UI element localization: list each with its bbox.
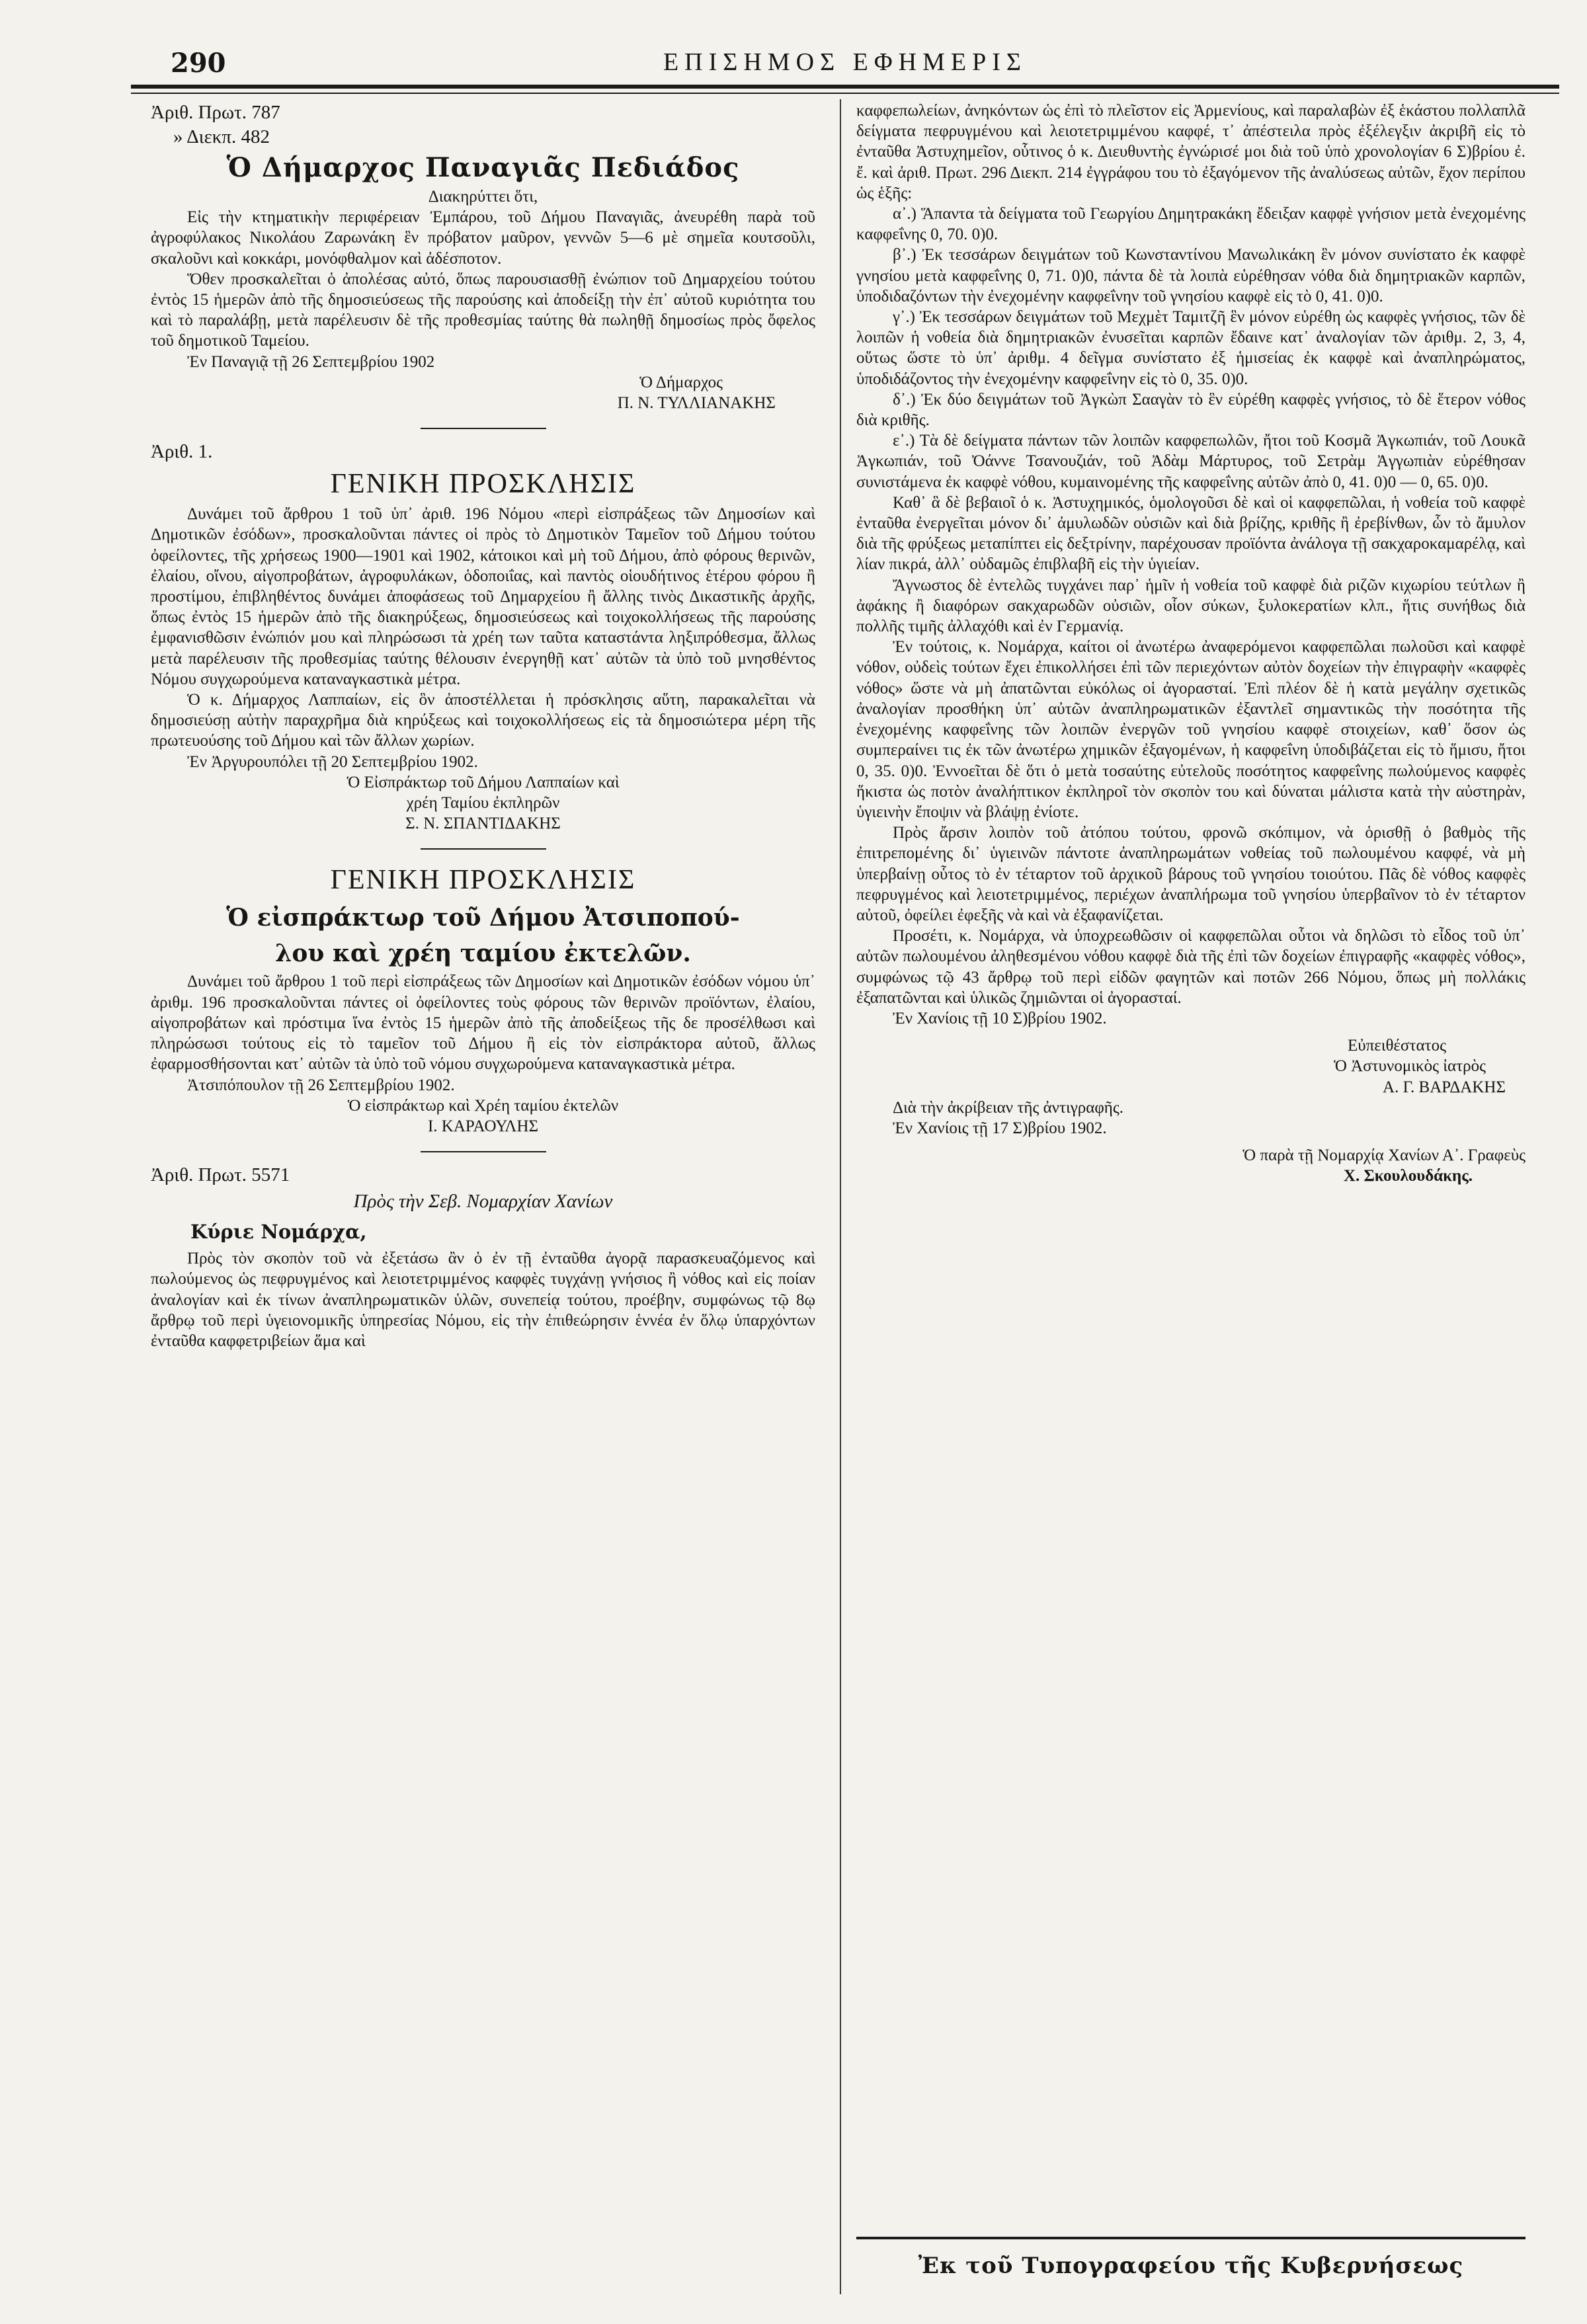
- letter-paragraph: Πρὸς ἄρσιν λοιπὸν τοῦ ἀτόπου τούτου, φρονῶ σκόπιμον, νὰ ὁρισθῇ ὁ βαθμὸς τῆς ἐπιτρεπομένης δι᾽ ὑγιεινῶν πάντοτε ἀναπληρωμάτων νοθείας τοῦ πωλουμένου καφφέ, νὰ μὴ ὑπερβαίνῃ οὗτος τὸ ἐν τέταρτον τοῦ ἀρχικοῦ βάρους τοῦ γνησίου τοιούτου. Πᾶς δὲ νόθος καφφὲς πεφρυγμένος καὶ λειοτετριμμένος, περιέχων ἀναπλήρωμα τοῦ γνησίου ὑπερβαῖνον τὸ ἐν τέταρτον αὐτοῦ, ὀφείλει ἐφεξῆς νὰ καὶ νὰ ἐξαφανίζεται.: [856, 824, 1526, 924]
- letter-paragraph: Προσέτι, κ. Νομάρχα, νὰ ὑποχρεωθῶσιν οἱ καφφεπῶλαι οὗτοι νὰ δηλῶσι τὸ εἶδος τοῦ ὑπ᾽ αὐτῶν πωλουμένου ἀληθεσμένου νόθου καφφὲ διὰ τῆς ἐπὶ τῶν δοχείων ἐπιγραφῆς «καφφὲς νόθος», συμφώνως τῷ 43 ἄρθρῳ τοῦ περὶ εἰδῶν φαγητῶν καὶ ποτῶν 266 Νόμου, ὅπως μὴ πολλάκις ἐξαπατῶνται καὶ ὑλικῶς ζημιῶνται οἱ ἀγορασταί.: [856, 927, 1526, 1007]
- footer-rule: [856, 2237, 1526, 2239]
- page-number: 290: [171, 48, 226, 79]
- notice-date: Ἐν Παναγιᾷ τῇ 26 Σεπτεμβρίου 1902: [187, 352, 435, 371]
- declares-line: Διακηρύττει ὅτι,: [428, 188, 538, 206]
- notice-paragraph: Δυνάμει τοῦ ἄρθρου 1 τοῦ ὑπ᾽ ἀριθ. 196 Νόμου «περὶ εἰσπράξεως τῶν Δημοσίων καὶ Δημοτικῶν ἐσόδων», προσκαλοῦνται πάντες οἱ πρὸς τὸ Δημοτικὸν Ταμεῖον τοῦ Δήμου τούτου ὀφείλοντες, τῆς χρήσεως 1900—1901 καὶ 1902, κάτοικοι καὶ μὴ τοῦ Δήμου, ἀπὸ φόρους θερινῶν, ἐλαίου, οἴνου, αἰγοπροβάτων, ἀγροφυλάκων, ὁδοποιΐας, καὶ παντὸς οἱουδήτινος ἑτέρου φόρου ἢ προστίμου, ἐπιβληθέντος δυνάμει ἀποφάσεως τοῦ Δημαρχείου ἢ ἄλλης τινὸς Δικαστικῆς ἀρχῆς, ὅπως ἐντὸς 15 ἡμερῶν ἀπὸ τῆς διακηρύξεως, δημοσιεύσεως καὶ τοιχοκολλήσεως τῆς παρούσης ἐμφανισθῶσιν ἐνώπιόν μου καὶ πληρώσωσι τὰ χρέη των ταῦτα καταστάντα ληξιπρόθεσμα, ἄλλως μετὰ παρέλευσιν τῆς προθεσμίας ταύτης θέλουσιν ἐνεργηθῇ κατ᾽ αὐτῶν τὰ ὑπὸ τοῦ μνησθέντος Νόμου συγχωρούμενα καταναγκαστικὰ μέτρα.: [151, 505, 815, 688]
- signature-role: χρέη Ταμίου ἐκπληρῶν: [406, 794, 560, 813]
- signature-name: Ι. ΚΑΡΑΟΥΛΗΣ: [427, 1117, 539, 1135]
- certification-date: Ἐν Χανίοις τῇ 17 Σ)βρίου 1902.: [893, 1119, 1107, 1137]
- right-column: [856, 100, 1526, 1187]
- signature-role: Ὁ Δήμαρχος: [639, 373, 723, 391]
- page-header: [131, 48, 1559, 87]
- protocol-number: Ἀριθ. Πρωτ. 5571: [151, 1164, 290, 1186]
- notice-paragraph: Ὅθεν προσκαλεῖται ὁ ἀπολέσας αὐτό, ὅπως παρουσιασθῇ ἐνώπιον τοῦ Δημαρχείου τούτου ἐντὸς 15 ἡμερῶν ἀπὸ τῆς δημοσιεύσεως τῆς παρούσης καὶ ἀποδείξῃ τὴν ἐπ᾽ αὐτοῦ κυριότητα του καὶ τὸ παραλάβῃ, μετὰ παρέλευσιν δὲ τῆς προθεσμίας ταύτης θὰ πωληθῇ δημοσίως πρὸς ὄφελος τοῦ δημοτικοῦ Ταμείου.: [151, 270, 815, 350]
- finding-item: γ᾽.) Ἐκ τεσσάρων δειγμάτων τοῦ Μεχμὲτ Ταμιτζῆ ἓν μόνον εὑρέθη ὡς καφφὲς γνήσιος, τῶν δὲ λοιπῶν ἡ νοθεία διὰ δημητριακῶν ἐνυσεῖται καρπῶν ἔδαινε κατ᾽ ἀναλογίαν τῶν ἀριθμ. 2, 3, 4, οὕτως ὥστε τὸ ὑπ᾽ ἀριθμ. 4 δεῖγμα συνίστατο ἐξ ἡμισείας ἐκ καφφὲ καὶ ἀναπληρώματος, ὑποδιδάζοντος τὴν ἐνεχομένην καφφεΐνην εἰς τὸ 0, 35. 0)0.: [856, 308, 1526, 388]
- signature-role: Ὁ Εἰσπράκτωρ τοῦ Δήμου Λαππαίων καὶ: [346, 773, 620, 791]
- section-divider: [421, 428, 546, 429]
- left-column: [151, 100, 815, 1351]
- dispatch-number: » Διεκπ. 482: [173, 126, 270, 147]
- letter-date: Ἐν Χανίοις τῇ 10 Σ)βρίου 1902.: [893, 1009, 1107, 1027]
- signature-role: Ὁ Ἀστυνομικὸς ἰατρὸς: [1334, 1057, 1486, 1076]
- printer-imprint: Ἐκ τοῦ Τυπογραφείου τῆς Κυβερνήσεως: [918, 2253, 1464, 2279]
- column-divider: [840, 99, 841, 2294]
- letter-paragraph: Καθ᾽ ἃ δὲ βεβαιοῖ ὁ κ. Ἀστυχημικός, ὁμολογοῦσι δὲ καὶ οἱ καφφεπῶλαι, ἡ νοθεία τοῦ καφφὲ ἐνταῦθα ἐνεργεῖται μόνον δι᾽ ἀμυλωδῶν οὐσιῶν καὶ διὰ βρίζης, κριθῆς ἢ ἐρεβίνθων, ὧν τὸ ἄμυλον διὰ τῆς φρύξεως μεταπίπτει εἰς δεξτρίνην, παρέχουσαν προϊόντα ἀνάλογα τῇ σακχαροκαμαρέλᾳ, καὶ λίαν πικρά, ἀλλ᾽ οὐδαμῶς ἐπιβλαβῆ εἰς τὴν ὑγιείαν.: [856, 493, 1526, 574]
- certification-line: Διὰ τὴν ἀκρίβειαν τῆς ἀντιγραφῆς.: [893, 1098, 1124, 1117]
- addressee: Πρὸς τὴν Σεβ. Νομαρχίαν Χανίων: [353, 1191, 613, 1213]
- notice-date: Ἐν Ἀργυρουπόλει τῇ 20 Σεπτεμβρίου 1902.: [187, 752, 478, 771]
- notice-title: Ὁ εἰσπράκτωρ τοῦ Δήμου Ἀτσιποπού-: [226, 904, 740, 932]
- finding-item: β᾽.) Ἐκ τεσσάρων δειγμάτων τοῦ Κωνσταντίνου Μανωλικάκη ἓν μόνον συνίστατο ἐκ καφφὲ γνησίου μετὰ καφφεΐνης 0, 71. 0)0, πάντα δὲ τὰ λοιπὰ εὑρέθησαν νόθα διὰ δημητριακῶν καρπῶν, ὑποδιδαζόντων τὴν ἐνεχομένην καφφεΐνην τοῦ γνησίου καφφὲ εἰς τὸ 0, 41. 0)0.: [856, 246, 1526, 305]
- notice-date: Ἀτσιπόπουλον τῇ 26 Σεπτεμβρίου 1902.: [187, 1076, 455, 1094]
- section-divider: [421, 848, 546, 850]
- signature-name: Σ. Ν. ΣΠΑΝΤΙΔΑΚΗΣ: [405, 815, 561, 833]
- signature-role: Ὁ εἰσπράκτωρ καὶ Χρέη ταμίου ἐκτελῶν: [347, 1096, 619, 1115]
- notice-paragraph: Δυνάμει τοῦ ἄρθρου 1 τοῦ περὶ εἰσπράξεως τῶν Δημοσίων καὶ Δημοτικῶν ἐσόδων νόμου ὑπ᾽ ἀριθμ. 196 προσκαλοῦνται πάντες οἱ ὀφείλοντες τοὺς φόρους τῶν θερινῶν προϊόντων, ἐλαίου, αἰγοπροβάτων καὶ πρόστιμα ἵνα ἐντὸς 15 ἡμερῶν ἀπὸ τῆς ἀποδείξεως τῆς δε προσέλθωσι καὶ πληρώσωσι τούτους εἰς τὸ ταμεῖον τοῦ Δήμου ἢ εἰς τὸν εἰσπράκτορα αὐτοῦ, ἄλλως ἐφαρμοσθήσονται κατ᾽ αὐτῶν τὰ ὑπὸ τοῦ νόμου συγχωρούμενα καταναγκαστικὰ μέτρα.: [151, 973, 815, 1074]
- finding-item: δ᾽.) Ἐκ δύο δειγμάτων τοῦ Ἀγκὼπ Σααγὰν τὸ ἓν εὑρέθη καφφὲς γνήσιος, τὸ δὲ ἕτερον νόθος διὰ κριθῆς.: [856, 390, 1526, 430]
- notice-paragraph: Εἰς τὴν κτηματικὴν περιφέρειαν Ἐμπάρου, τοῦ Δήμου Παναγιᾶς, ἀνευρέθη παρὰ τοῦ ἀγροφύλακος Νικολάου Ζαρωνάκη ἓν πρόβατον μαῦρον, γεννῶν 5—6 μὲ σημεῖα κουτσοῦλι, σκαλοῦνι καὶ κοκκάρι, μονόφθαλμον καὶ ἀδέσποτον.: [151, 208, 815, 268]
- notice-title: λου καὶ χρέη ταμίου ἐκτελῶν.: [275, 940, 691, 968]
- clerk-role: Ὁ παρὰ τῇ Νομαρχίᾳ Χανίων Α᾽. Γραφεὺς: [1242, 1146, 1526, 1165]
- header-rule-thin: [131, 93, 1559, 94]
- reference-number: Ἀριθ. 1.: [151, 441, 213, 463]
- section-divider: [421, 1151, 546, 1152]
- notice-title: Ὁ Δήμαρχος Παναγιᾶς Πεδιάδος: [226, 152, 740, 183]
- finding-item: ε᾽.) Τὰ δὲ δείγματα πάντων τῶν λοιπῶν καφφεπωλῶν, ἤτοι τοῦ Κοσμᾶ Ἀγκωπιάν, τοῦ Λουκᾶ Ἀγκωπιάν, τοῦ Ὀάννε Τσανουζιάν, τοῦ Ἀδὰμ Μάρτυρος, τοῦ Σετρὰμ Ἀγγωπιὰν εὑρέθησαν συνιστάμενα ἐκ καφφὲ νόθου, κυμαινομένης τῆς καφφεΐνης αὐτῶν ἀπὸ 0, 41. 0)0 — 0, 65. 0)0.: [856, 432, 1526, 491]
- journal-title: ΕΠΙΣΗΜΟΣ ΕΦΗΜΕΡΙΣ: [663, 48, 1028, 76]
- header-rule: [131, 85, 1559, 89]
- letter-paragraph: Πρὸς τὸν σκοπὸν τοῦ νὰ ἐξετάσω ἂν ὁ ἐν τῇ ἐνταῦθα ἀγορᾷ παρασκευαζόμενος καὶ πωλούμενος ὡς πεφρυγμένος καὶ λειοτετριμμένος καφφὲς τυγχάνῃ γνήσιος ἢ νόθος καὶ εἰς ποίαν ἀναλογίαν καὶ ἐκ τίνων ἀναπληρωματικῶν ὑλῶν, συνεπείᾳ τούτου, προέβην, συμφώνως τῷ 8ῳ ἄρθρῳ τοῦ περὶ ὑγειονομικῆς ὑπηρεσίας Νόμου, εἰς τὴν ἐπιθεώρησιν ἑννέα ἐν ὅλῳ ὑπαρχόντων ἐνταῦθα καφφετριβείων ἅμα καὶ: [151, 1250, 815, 1350]
- letter-paragraph: Ἐν τούτοις, κ. Νομάρχα, καίτοι οἱ ἀνωτέρω ἀναφερόμενοι καφφεπῶλαι πωλοῦσι καὶ καφφὲ νόθον, οὐδεὶς τούτων ἔχει ἐπικολλήσει ἐπὶ τῶν περιεχόντων αὐτὸν δοχείων τὴν ἐπιγραφὴν «καφφὲς νόθος» ὥστε νὰ μὴ ἀπατῶνται εὐκόλως οἱ ἀγορασταί. Ἐπὶ πλέον δὲ ἡ κατὰ μεγάλην σχετικῶς ἀναλογίαν προσθήκη ὑπ᾽ αὐτῶν ἀναπληρωματικῶν ἐξαντλεῖ σημαντικῶς τὴν ποσότητα τῆς ἐνεχομένης καφφεΐνης τῶν λοιπῶν ἐνεργῶν τοῦ γνησίου καφφὲ στοιχείων, καθ᾽ ὅσον ὡς συμπεραίνει τις ἐκ τῶν ἀνωτέρω χημικῶν ἐξαγομένων, ἡ καφφεΐνη ὑποδιβάζεται εἰς τὸ ἥμισυ, ἤτοι 0, 35. 0)0. Ἐννοεῖται δὲ ὅτι ὁ μετὰ τοσαύτης εὐτελοῦς ποσότητος καφφεΐνης πωλούμενος καφφὲς ἥκιστα ὡς ποτὸν ἀναλήπτικον ἐκπληροῖ τὸν σκοπὸν του καὶ δύναται μάλιστα κατὰ τὴν αὐστηρὰν, ὑγιεινὴν ἔποψιν νὰ βλάψῃ ἐνίοτε.: [856, 638, 1526, 821]
- salutation: Κύριε Νομάρχα,: [190, 1221, 367, 1244]
- notice-paragraph: Ὁ κ. Δήμαρχος Λαππαίων, εἰς ὃν ἀποστέλλεται ἡ πρόσκλησις αὕτη, παρακαλεῖται νὰ δημοσιεύσῃ αὐτὴν παραχρῆμα διὰ κηρύξεως καὶ τοιχοκολλήσεως εἰς τὰ δημοσιώτερα μέρη τῆς πρωτευούσης τοῦ Δήμου καὶ τῶν ἄλλων χωρίων.: [151, 691, 815, 750]
- closing: Εὐπειθέστατος: [1347, 1037, 1446, 1055]
- signature-name: Α. Γ. ΒΑΡΔΑΚΗΣ: [1383, 1078, 1506, 1096]
- letter-paragraph: Ἄγνωστος δὲ ἐντελῶς τυγχάνει παρ᾽ ἡμῖν ἡ νοθεία τοῦ καφφὲ διὰ ριζῶν κιχωρίου τεύτλων ἢ ἀφάκης ἢ διαφόρων σακχαρωδῶν οὐσιῶν, οἷον σύκων, ξυλοκερατίων κλπ., ἥτις συνήθως διὰ πολλῆς τιμῆς ἀλλαχόθι καὶ ἐν Γερμανίᾳ.: [856, 576, 1526, 636]
- signature-name: Π. Ν. ΤΥΛΛΙΑΝΑΚΗΣ: [617, 394, 776, 413]
- finding-item: α᾽.) Ἅπαντα τὰ δείγματα τοῦ Γεωργίου Δημητρακάκη ἔδειξαν καφφὲ γνήσιον μετὰ ἐνεχομένης καφφεΐνης 0, 70. 0)0.: [856, 205, 1526, 244]
- section-heading: ΓΕΝΙΚΗ ΠΡΟΣΚΛΗΣΙΣ: [330, 865, 636, 896]
- letter-paragraph: καφφεπωλείων, ἀνηκόντων ὡς ἐπὶ τὸ πλεῖστον εἰς Ἀρμενίους, καὶ παραλαβὼν ἐξ ἑκάστου πολλαπλᾶ δείγματα πεφρυγμένου καὶ λειοτετριμμένου καφφέ, τ᾽ ἀπέστειλα πρὸς ἐξέλεγξιν ἀκριβῆ εἰς τὸ ἐνταῦθα Ἀστυχημεῖον, οὗτινος ὁ κ. Διευθυντὴς ἐγνώρισέ μοι διὰ τοῦ ὑπὸ χρονολογίαν 6 Σ)βρίου ἐ. ἔ. καὶ ἀριθ. Πρωτ. 296 Διεκπ. 214 ἐγγράφου του τὸ ἐξαγόμενον τῆς ἀναλύσεως αὐτῶν, ἔχον περίπου ὡς ἑξῆς:: [856, 102, 1526, 202]
- clerk-name: Χ. Σκουλουδάκης.: [1343, 1167, 1473, 1185]
- section-heading: ΓΕΝΙΚΗ ΠΡΟΣΚΛΗΣΙΣ: [330, 469, 636, 500]
- protocol-number: Ἀριθ. Πρωτ. 787: [151, 102, 280, 123]
